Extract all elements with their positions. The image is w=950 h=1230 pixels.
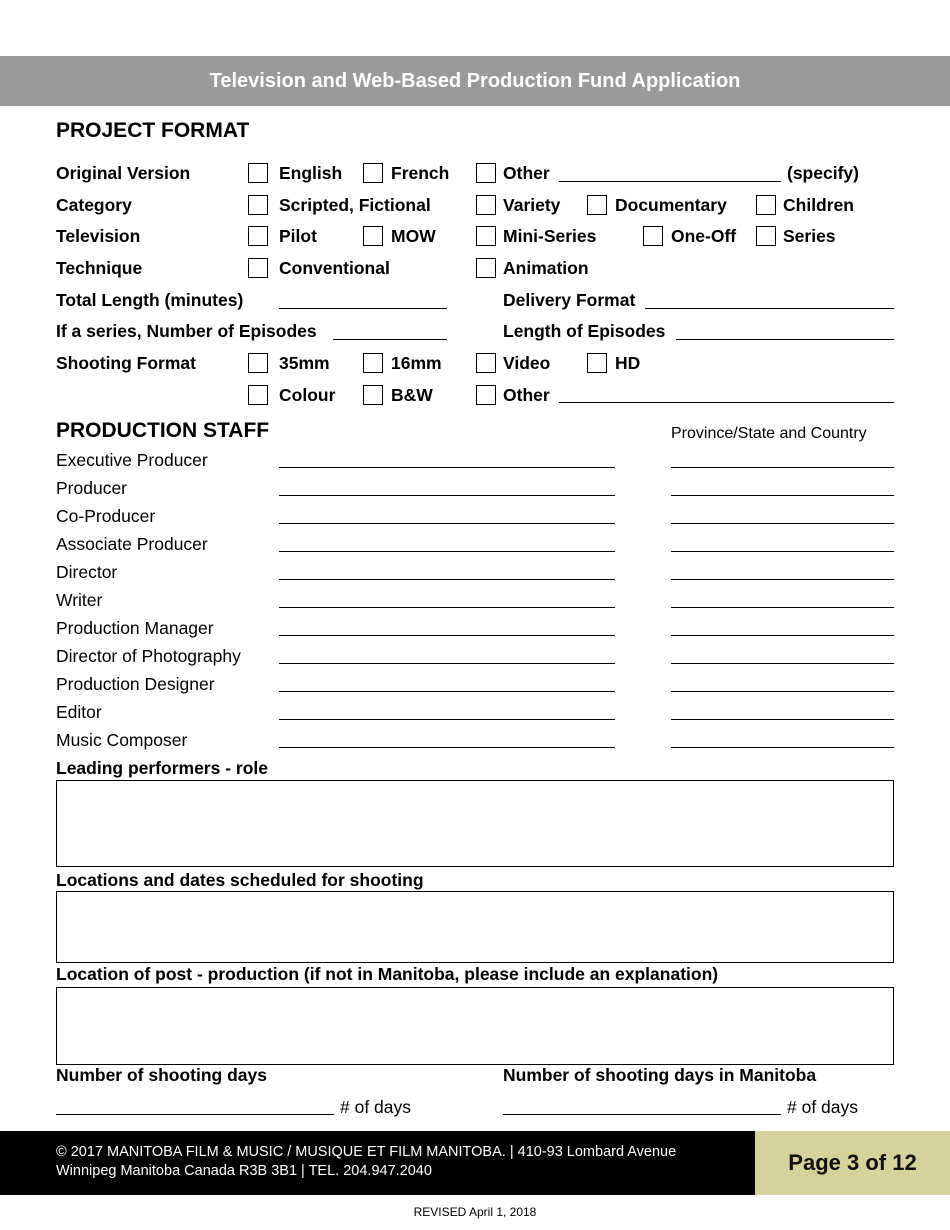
staff-province-field[interactable] bbox=[671, 607, 894, 608]
colour-checkbox[interactable] bbox=[248, 385, 268, 405]
hd-checkbox[interactable] bbox=[587, 353, 607, 373]
other-language-field[interactable] bbox=[559, 181, 781, 182]
35mm-checkbox[interactable] bbox=[248, 353, 268, 373]
children-checkbox[interactable] bbox=[756, 195, 776, 215]
staff-role-label: Editor bbox=[56, 702, 102, 722]
mow-checkbox[interactable] bbox=[363, 226, 383, 246]
staff-name-field[interactable] bbox=[279, 523, 615, 524]
footer-copyright: © 2017 MANITOBA FILM & MUSIC / MUSIQUE ET FILM MANITOBA. | 410-93 Lombard Avenue Winnipeg Manitoba Canada R3B 3B1 | TEL. 204.947.2040 bbox=[56, 1144, 677, 1179]
shooting-days-manitoba-unit: # of days bbox=[787, 1097, 859, 1117]
staff-role-label: Producer bbox=[56, 478, 128, 498]
video-checkbox[interactable] bbox=[476, 353, 496, 373]
staff-name-field[interactable] bbox=[279, 467, 615, 468]
one-off-checkbox[interactable] bbox=[643, 226, 663, 246]
animation-checkbox[interactable] bbox=[476, 258, 496, 278]
video-label: Video bbox=[503, 353, 551, 373]
scripted-checkbox[interactable] bbox=[248, 195, 268, 215]
variety-checkbox[interactable] bbox=[476, 195, 496, 215]
other-language-checkbox[interactable] bbox=[476, 163, 496, 183]
mow-label: MOW bbox=[391, 226, 436, 246]
english-checkbox[interactable] bbox=[248, 163, 268, 183]
other-language-label: Other bbox=[503, 163, 550, 183]
variety-label: Variety bbox=[503, 195, 561, 215]
locations-box[interactable] bbox=[56, 891, 894, 963]
staff-role-label: Music Composer bbox=[56, 730, 188, 750]
documentary-checkbox[interactable] bbox=[587, 195, 607, 215]
locations-label: Locations and dates scheduled for shooting bbox=[56, 870, 424, 890]
shooting-days-manitoba-field[interactable] bbox=[503, 1114, 781, 1115]
english-label: English bbox=[279, 163, 343, 183]
staff-role-label: Production Manager bbox=[56, 618, 214, 638]
shooting-days-manitoba-label: Number of shooting days in Manitoba bbox=[503, 1065, 817, 1085]
staff-name-field[interactable] bbox=[279, 747, 615, 748]
technique-label: Technique bbox=[56, 258, 143, 278]
page-number: Page 3 of 12 bbox=[755, 1131, 950, 1195]
shooting-days-unit: # of days bbox=[340, 1097, 412, 1117]
staff-province-field[interactable] bbox=[671, 691, 894, 692]
staff-province-field[interactable] bbox=[671, 551, 894, 552]
episodes-label: If a series, Number of Episodes bbox=[56, 321, 317, 341]
revised-date: REVISED April 1, 2018 bbox=[413, 1205, 537, 1219]
16mm-checkbox[interactable] bbox=[363, 353, 383, 373]
one-off-label: One-Off bbox=[671, 226, 737, 246]
footer-bar bbox=[0, 1131, 755, 1195]
total-length-field[interactable] bbox=[279, 308, 447, 309]
staff-role-label: Director bbox=[56, 562, 118, 582]
staff-name-field[interactable] bbox=[279, 607, 615, 608]
pilot-label: Pilot bbox=[279, 226, 317, 246]
specify-label: (specify) bbox=[787, 163, 859, 183]
staff-province-field[interactable] bbox=[671, 747, 894, 748]
staff-province-field[interactable] bbox=[671, 467, 894, 468]
staff-province-field[interactable] bbox=[671, 663, 894, 664]
province-country-header: Province/State and Country bbox=[671, 425, 867, 442]
project-format-heading: PROJECT FORMAT bbox=[56, 119, 250, 142]
french-label: French bbox=[391, 163, 450, 183]
staff-province-field[interactable] bbox=[671, 579, 894, 580]
16mm-label: 16mm bbox=[391, 353, 442, 373]
children-label: Children bbox=[783, 195, 854, 215]
animation-label: Animation bbox=[503, 258, 589, 278]
staff-name-field[interactable] bbox=[279, 719, 615, 720]
staff-name-field[interactable] bbox=[279, 579, 615, 580]
staff-province-field[interactable] bbox=[671, 523, 894, 524]
original-version-label: Original Version bbox=[56, 163, 191, 183]
other-format-checkbox[interactable] bbox=[476, 385, 496, 405]
post-production-label: Location of post - production (if not in Manitoba, please include an explanation) bbox=[56, 964, 719, 984]
delivery-format-label: Delivery Format bbox=[503, 290, 636, 310]
form-header: Television and Web-Based Production Fund Application bbox=[0, 56, 950, 106]
television-label: Television bbox=[56, 226, 141, 246]
production-staff-heading: PRODUCTION STAFF bbox=[56, 419, 270, 442]
leading-performers-box[interactable] bbox=[56, 780, 894, 867]
staff-role-label: Production Designer bbox=[56, 674, 215, 694]
shooting-days-field[interactable] bbox=[56, 1114, 334, 1115]
other-format-field[interactable] bbox=[559, 402, 894, 403]
leading-performers-label: Leading performers - role bbox=[56, 758, 268, 778]
shooting-format-label: Shooting Format bbox=[56, 353, 196, 373]
pilot-checkbox[interactable] bbox=[248, 226, 268, 246]
bw-checkbox[interactable] bbox=[363, 385, 383, 405]
staff-name-field[interactable] bbox=[279, 635, 615, 636]
french-checkbox[interactable] bbox=[363, 163, 383, 183]
episode-length-field[interactable] bbox=[676, 339, 894, 340]
staff-name-field[interactable] bbox=[279, 663, 615, 664]
35mm-label: 35mm bbox=[279, 353, 330, 373]
conventional-checkbox[interactable] bbox=[248, 258, 268, 278]
total-length-label: Total Length (minutes) bbox=[56, 290, 244, 310]
category-label: Category bbox=[56, 195, 132, 215]
documentary-label: Documentary bbox=[615, 195, 727, 215]
mini-series-label: Mini-Series bbox=[503, 226, 597, 246]
episode-length-label: Length of Episodes bbox=[503, 321, 666, 341]
mini-series-checkbox[interactable] bbox=[476, 226, 496, 246]
staff-name-field[interactable] bbox=[279, 495, 615, 496]
staff-name-field[interactable] bbox=[279, 691, 615, 692]
post-production-box[interactable] bbox=[56, 987, 894, 1065]
staff-name-field[interactable] bbox=[279, 551, 615, 552]
conventional-label: Conventional bbox=[279, 258, 390, 278]
hd-label: HD bbox=[615, 353, 641, 373]
staff-province-field[interactable] bbox=[671, 719, 894, 720]
series-label: Series bbox=[783, 226, 836, 246]
staff-province-field[interactable] bbox=[671, 495, 894, 496]
staff-role-label: Co-Producer bbox=[56, 506, 156, 526]
other-format-label: Other bbox=[503, 385, 550, 405]
staff-role-label: Executive Producer bbox=[56, 450, 208, 470]
staff-province-field[interactable] bbox=[671, 635, 894, 636]
bw-label: B&W bbox=[391, 385, 433, 405]
staff-role-label: Director of Photography bbox=[56, 646, 241, 666]
delivery-format-field[interactable] bbox=[645, 308, 894, 309]
staff-role-label: Associate Producer bbox=[56, 534, 208, 554]
episodes-field[interactable] bbox=[333, 339, 447, 340]
series-checkbox[interactable] bbox=[756, 226, 776, 246]
staff-role-label: Writer bbox=[56, 590, 103, 610]
shooting-days-label: Number of shooting days bbox=[56, 1065, 267, 1085]
colour-label: Colour bbox=[279, 385, 336, 405]
scripted-label: Scripted, Fictional bbox=[279, 195, 431, 215]
